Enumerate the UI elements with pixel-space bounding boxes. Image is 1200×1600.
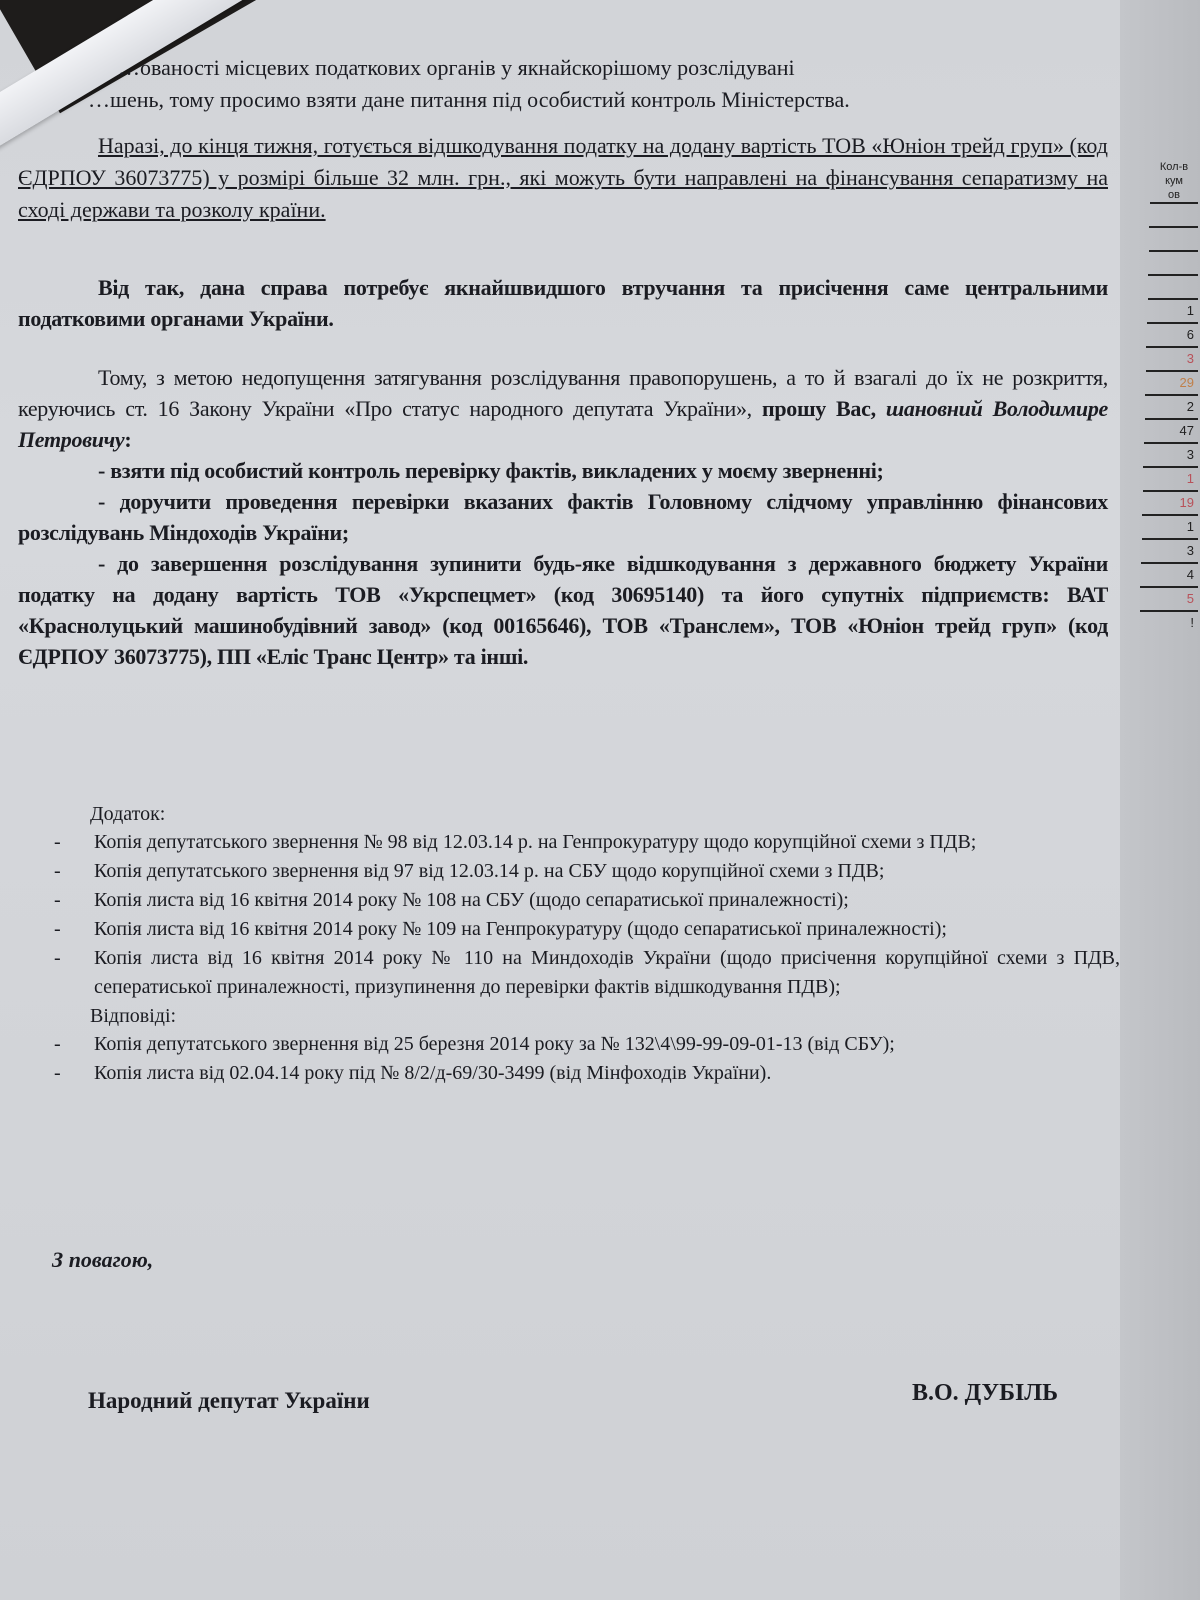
response-item (50, 1030, 1120, 1059)
addressee-suffix: : (124, 427, 132, 452)
tab-header (1150, 160, 1198, 202)
responses-label: Відповіді: (90, 1005, 177, 1027)
list-dash: - (54, 889, 61, 911)
attachments-list (50, 828, 1120, 1002)
tab-header-line: ов (1168, 189, 1180, 201)
list-dash: - (54, 831, 61, 853)
tab-cell: 3 (1144, 442, 1198, 466)
tab-header-line: Кол-в (1159, 161, 1189, 173)
tab-cell (1148, 274, 1198, 298)
list-item-text: Копія листа від 16 квітня 2014 року № 110 на Миндоходів України (щодо присічення корупційної схеми з ПДВ, сеператиської приналежності, призупинення до перевірки фактів відшкодування ПДВ); (94, 947, 1120, 998)
list-item-text: Копія депутатського звернення від 25 березня 2014 року за № 132\4\99-99-09-01-13 (від СБУ); (94, 1033, 895, 1055)
tab-cells (1150, 202, 1198, 634)
list-dash: - (54, 918, 61, 940)
list-dash: - (54, 1033, 61, 1055)
tab-cell: 1 (1142, 514, 1198, 538)
side-tab-column (1150, 160, 1198, 634)
tab-cell: 1 (1148, 298, 1198, 322)
request-paragraph (18, 362, 1108, 455)
underlined-paragraph: Наразі, до кінця тижня, готується відшкодування податку на додану вартість ТОВ «Юніон трейд груп» (код ЄДРПОУ 36073775) у розмірі більше 32 млн. грн., які можуть бути направлені на фінансування сепаратизму на сході держави та розколу країни. (18, 133, 1108, 222)
request-intro: Тому, з метою недопущення затягування розслідування правопорушень, а то й взагалі до їх не розкриття, керуючись ст. 16 Закону України «Про статус народного депутата України», (18, 365, 1108, 421)
responses-list (50, 1030, 1120, 1088)
tab-cell: 3 (1142, 538, 1198, 562)
attachment-item (50, 828, 1120, 857)
signature-name: В.О. ДУБІЛЬ (912, 1380, 1059, 1406)
request-item: - взяти під особистий контроль перевірку фактів, викладених у моєму зверненні; (98, 458, 884, 483)
tab-cell: 1 (1143, 466, 1198, 490)
top-section (18, 52, 1108, 226)
addressee: шановний Володимире Петровичу (18, 396, 1108, 452)
request-item: - до завершення розслідування зупинити будь-яке відшкодування з державного бюджету України податку на додану вартість ТОВ «Укрспецмет» (код 30695140) та його супутніх підприємств: ВАТ «Краснолуцький машинобудівний завод» (код 00165646), ТОВ «Транслем», ТОВ «Юніон трейд груп» (код ЄДРПОУ 36073775), ПП «Еліс Транс Центр» та інші. (18, 551, 1108, 669)
attachment-item (50, 886, 1120, 915)
continued-line-2: …шень, тому просимо взяти дане питання під особистий контроль Міністерства. (88, 87, 850, 112)
list-dash: - (54, 947, 61, 969)
list-item-text: Копія депутатського звернення від 97 від 12.03.14 р. на СБУ щодо корупційної схеми з ПДВ; (94, 860, 885, 882)
attachment-item (50, 915, 1120, 944)
closing: З повагою, (52, 1247, 154, 1272)
tab-cell: 2 (1145, 394, 1198, 418)
tab-cell: ! (1140, 610, 1198, 634)
tab-cell: 47 (1145, 418, 1198, 442)
signature-title: Народний депутат України (88, 1388, 370, 1413)
attachments-section (50, 800, 1120, 1088)
tab-cell: 4 (1141, 562, 1198, 586)
attachments-label: Додаток: (90, 803, 166, 825)
list-item-text: Копія листа від 16 квітня 2014 року № 108 на СБУ (щодо сепаратиської приналежності); (94, 889, 849, 911)
tab-cell: 29 (1146, 370, 1198, 394)
attachment-item (50, 857, 1120, 886)
response-item (50, 1059, 1120, 1088)
body-section (18, 272, 1108, 672)
tab-cell: 5 (1140, 586, 1198, 610)
list-item-text: Копія депутатського звернення № 98 від 12.03.14 р. на Генпрокуратуру щодо корупційної схеми з ПДВ; (94, 831, 977, 853)
tab-cell (1149, 226, 1198, 250)
list-item-text: Копія листа від 02.04.14 року під № 8/2/д-69/30-3499 (від Мінфоходів України). (94, 1062, 772, 1084)
conclusion-paragraph: Від так, дана справа потребує якнайшвидшого втручання та присічення саме центральними податковими органами України. (18, 275, 1108, 331)
request-bold: прошу Вас, (761, 396, 886, 421)
tab-cell (1149, 250, 1198, 274)
list-item-text: Копія листа від 16 квітня 2014 року № 109 на Генпрокуратуру (щодо сепаратиської приналежності); (94, 918, 947, 940)
list-dash: - (54, 1062, 61, 1084)
continued-line-1: …ованості місцевих податкових органів у якнайскорішому розслідувані (118, 55, 795, 80)
attachment-item (50, 944, 1120, 1002)
tab-cell (1150, 202, 1198, 226)
request-item: - доручити проведення перевірки вказаних фактів Головному слідчому управлінню фінансових розслідувань Міндоходів України; (18, 489, 1108, 545)
tab-cell: 19 (1143, 490, 1198, 514)
tab-header-line: кум (1165, 175, 1183, 187)
tab-cell: 6 (1147, 322, 1198, 346)
tab-cell: 3 (1146, 346, 1198, 370)
list-dash: - (54, 860, 61, 882)
